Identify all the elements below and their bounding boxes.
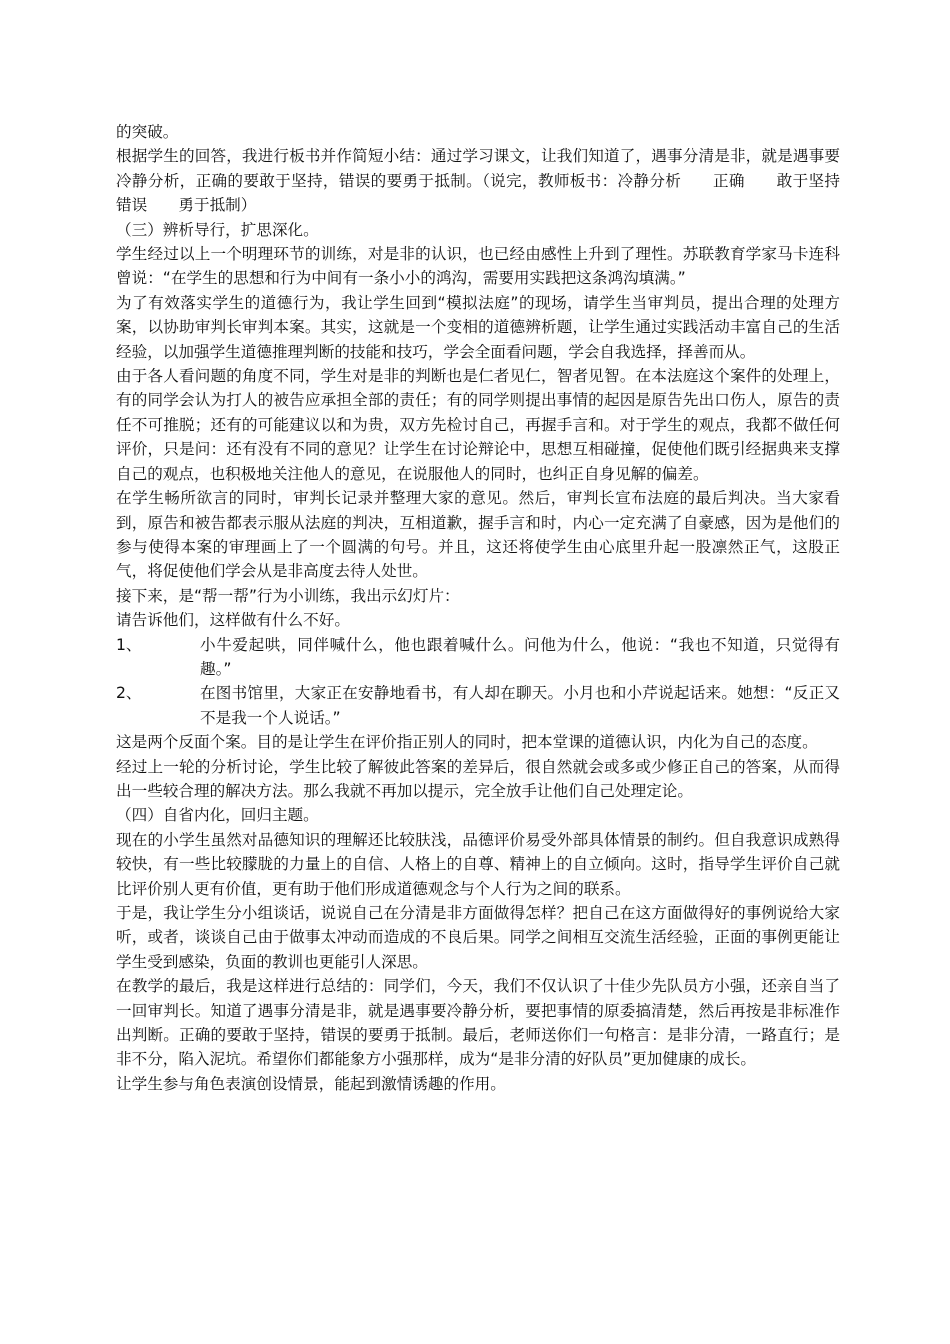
paragraph: 学生经过以上一个明理环节的训练，对是非的认识，也已经由感性上升到了理性。苏联教育学家马卡连科曾说：“在学生的思想和行为中间有一条小小的鸿沟，需要用实践把这条鸿沟填满。” [116,245,840,288]
paragraph: 在教学的最后，我是这样进行总结的：同学们，今天，我们不仅认识了十佳少先队员方小强，还亲自当了一回审判长。知道了遇事分清是非，就是遇事要冷静分析，要把事情的原委搞清楚，然后再按是非标准作出判断。正确的要敢于坚持，错误的要勇于抵制。最后，老师送你们一句格言：是非分清，一路直行；是非不分，陷入泥坑。希望你们都能象方小强那样，成为“是非分清的好队员”更加健康的成长。 [116,977,840,1069]
paragraph: 接下来，是“帮一帮”行为小训练，我出示幻灯片： [116,586,460,605]
list-item [116,681,840,730]
list-item-number: 2、 [116,684,142,703]
document-body [116,120,872,1096]
paragraph: 于是，我让学生分小组谈话，说说自己在分清是非方面做得怎样？把自己在这方面做得好的事例说给大家听，或者，谈谈自己由于做事太冲动而造成的不良后果。同学之间相互交流生活经验，正面的事例更能让学生受到感染，负面的教训也更能引人深思。 [116,904,840,971]
paragraph: 现在的小学生虽然对品德知识的理解还比较肤浅，品德评价易受外部具体情景的制约。但自我意识成熟得较快，有一些比较朦胧的力量上的自信、人格上的自尊、精神上的自立倾向。这时，指导学生评价自己就比评价别人更有价值，更有助于他们形成道德观念与个人行为之间的联系。 [116,830,840,898]
list-item-text: 小牛爱起哄，同伴喊什么，他也跟着喊什么。问他为什么，他说：“我也不知道，只觉得有趣。” [200,635,840,678]
section-heading: （三）辨析导行，扩思深化。 [116,220,319,239]
paragraph: 在学生畅所欲言的同时，审判长记录并整理大家的意见。然后，审判长宣布法庭的最后判决。当大家看到，原告和被告都表示服从法庭的判决，互相道歉，握手言和时，内心一定充满了自豪感，因为是他们的参与使得本案的审理画上了一个圆满的句号。并且，这还将使学生由心底里升起一股凛然正气，这股正气，将促使他们学会从是非高度去待人处世。 [116,489,840,581]
section-heading: （四）自省内化，回归主题。 [116,806,319,825]
list-item-text: 在图书馆里，大家正在安静地看书，有人却在聊天。小月也和小芹说起话来。她想：“反正又不是我一个人说话。” [200,684,840,727]
paragraph: 根据学生的回答，我进行板书并作简短小结：通过学习课文，让我们知道了，遇事分清是非，就是遇事要冷静分析，正确的要敢于坚持，错误的要勇于抵制。（说完，教师板书：冷静分析 正确 敢于坚持 错误 勇于抵制） [116,147,872,215]
paragraph: 这是两个反面个案。目的是让学生在评价指正别人的同时，把本堂课的道德认识，内化为自己的态度。 [116,733,818,752]
paragraph: 请告诉他们，这样做有什么不好。 [116,611,350,630]
paragraph: 由于各人看问题的角度不同，学生对是非的判断也是仁者见仁，智者见智。在本法庭这个案件的处理上，有的同学会认为打人的被告应承担全部的责任；有的同学则提出事情的起因是原告先出口伤人，原告的责任不可推脱；还有的可能建议以和为贵，双方先检讨自己，再握手言和。对于学生的观点，我都不做任何评价，只是问：还有没有不同的意见？让学生在讨论辩论中，思想互相碰撞，促使他们既引经据典来支撑自己的观点，也积极地关注他人的意见，在说服他人的同时，也纠正自身见解的偏差。 [116,367,840,483]
list-item-number: 1、 [116,635,142,654]
paragraph: 的突破。 [116,123,179,141]
list-item [116,633,840,682]
paragraph: 为了有效落实学生的道德行为，我让学生回到“模拟法庭”的现场，请学生当审判员，提出合理的处理方案，以协助审判长审判本案。其实，这就是一个变相的道德辨析题，让学生通过实践活动丰富自己的生活经验，以加强学生道德推理判断的技能和技巧，学会全面看问题，学会自我选择，择善而从。 [116,293,840,361]
paragraph: 经过上一轮的分析讨论，学生比较了解彼此答案的差异后，很自然就会或多或少修正自己的答案，从而得出一些较合理的解决方法。那么我就不再加以提示，完全放手让他们自己处理定论。 [116,757,840,800]
paragraph: 让学生参与角色表演创设情景，能起到激情诱趣的作用。 [116,1074,506,1093]
